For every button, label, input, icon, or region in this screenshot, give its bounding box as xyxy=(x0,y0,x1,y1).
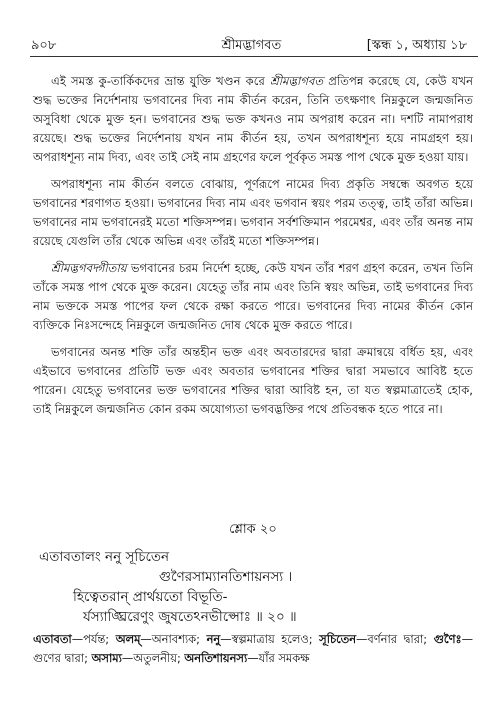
paragraph xyxy=(33,175,473,251)
synonym-meaning: —অনাবশ্যক; xyxy=(140,632,207,646)
synonym-meaning: —বর্ণনার দ্বারা; xyxy=(356,632,434,646)
synonym-term: এতাবতা xyxy=(33,632,72,646)
synonym-term: অলম্ xyxy=(115,632,141,646)
word-synonyms xyxy=(33,630,473,668)
verse-label: শ্লোক ২০ xyxy=(229,522,277,537)
synonym-term: অসাম্য xyxy=(91,651,122,665)
synonym-meaning: —যাঁর সমকক্ষ xyxy=(247,651,310,665)
chapter-reference: [স্কন্ধ ১, অধ্যায় ১৮ xyxy=(366,38,467,53)
synonym-term: ননু xyxy=(206,632,221,646)
paragraph xyxy=(33,259,473,335)
verse-line: এতাবতালং ননু সূচিতেন xyxy=(39,549,170,565)
synonym-meaning: —স্বল্পমাত্রায় হলেও; xyxy=(220,632,320,646)
verse-block xyxy=(33,520,473,627)
verse-line: র্যস্যাঙ্ঘ্রিরেণুং জুষতেঽনভীপ্সোঃ ॥ ২০ ॥ xyxy=(83,609,297,625)
book-title-emphasis: শ্রীমদ্ভাগবত xyxy=(269,74,324,88)
paragraph-text: প্রতিপন্ন করেছে যে, কেউ যখন শুদ্ধ ভক্তের নির্দেশনায় ভগবানের দিব্য নাম কীর্তন করেন, তিনি তৎক্ষণাৎ নিম্নকুলে জন্মজনিত অসুবিধা থেকে মুক্ত হন। ভগবানের শুদ্ধ ভক্ত কখনও নাম অপরাধ করেন না। দশটি নামাপরাধ রয়েছে। শুদ্ধ ভক্তের নির্দেশনায় যখন নাম কীর্তন হয়, তখন অপরাধশূন্য হয়ে নামগ্রহণ হয়। অপরাধশূন্য নাম দিব্য, এবং তাই সেই নাম গ্রহণের ফলে পূর্বকৃত সমস্ত পাপ থেকে মুক্ত হওয়া যায়। xyxy=(33,74,473,164)
paragraph-text: অপরাধশূন্য নাম কীর্তন বলতে বোঝায়, পূর্ণরূপে নামের দিব্য প্রকৃতি সম্বন্ধে অবগত হয়ে ভগবানের শরণাগত হওয়া। ভগবানের দিব্য নাম এবং ভগবান স্বয়ং পরম তত্ত্ব, তাই তাঁরা অভিন্ন। ভগবানের নাম ভগবানেরই মতো শক্তিসম্পন্ন। ভগবান সর্বশক্তিমান পরমেশ্বর, এবং তাঁর অনন্ত নাম রয়েছে যেগুলি তাঁর থেকে অভিন্ন এবং তাঁরই মতো শক্তিসম্পন্ন। xyxy=(33,177,473,248)
synonym-meaning: —গুণের দ্বারা; xyxy=(33,632,473,665)
verse-line: গুণৈরসাম্যানতিশায়নস্য । xyxy=(159,569,293,585)
paragraph-text: এই সমস্ত কু-তার্কিকদের ভ্রান্ত যুক্তি খণ্ডন করে xyxy=(51,74,270,88)
page-header xyxy=(0,0,503,53)
running-title: শ্রীমদ্ভাগবত xyxy=(221,38,282,53)
book-title-emphasis: শ্রীমদ্ভগবদ্গীতায় xyxy=(51,261,127,275)
synonym-meaning: —পর্যন্ত; xyxy=(71,632,116,646)
paragraph xyxy=(33,72,473,167)
paragraph xyxy=(33,343,473,419)
synonym-term: সূচিতেন xyxy=(319,632,357,646)
paragraph-text: ভগবানের চরম নির্দেশ হচ্ছে, কেউ যখন তাঁর শরণ গ্রহণ করেন, তখন তিনি তাঁকে সমস্ত পাপ থেকে মুক্ত করেন। যেহেতু তাঁর নাম এবং তিনি স্বয়ং অভিন্ন, তাই ভগবানের দিব্য নাম ভক্তকে সমস্ত পাপের ফল থেকে রক্ষা করতে পারে। ভগবানের দিব্য নামের কীর্তন কোন ব্যক্তিকে নিঃসন্দেহে নিম্নকুলে জন্মজনিত দোষ থেকে মুক্ত করতে পারে। xyxy=(33,261,473,332)
synonym-term: অনতিশায়নস্য xyxy=(184,651,248,665)
synonym-meaning: —অতুলনীয়; xyxy=(121,651,185,665)
synonym-term: গুণৈঃ xyxy=(433,632,462,646)
paragraph-text: ভগবানের অনন্ত শক্তি তাঁর অন্তহীন ভক্ত এবং অবতারদের দ্বারা ক্রমান্বয়ে বর্ধিত হয়, এবং এইভাবে ভগবানের প্রতিটি ভক্ত এবং অবতার ভগবানের শক্তির দ্বারা সমভাবে আবিষ্ট হতে পারেন। যেহেতু ভগবানের ভক্ত ভগবানের শক্তির দ্বারা আবিষ্ট হন, তা যত স্বল্পমাত্রাতেই হোক, তাই নিম্নকুলে জন্মজনিত কোন রকম অযোগ্যতা ভগবদ্ভক্তির পথে প্রতিবন্ধক হতে পারে না। xyxy=(33,345,473,416)
header-rule xyxy=(30,56,478,57)
page-number: ৯০৮ xyxy=(31,38,57,53)
verse-line: হিত্বেতরান্ প্রার্থয়তো বিভূতি- xyxy=(73,589,228,605)
purport-body xyxy=(33,72,473,427)
